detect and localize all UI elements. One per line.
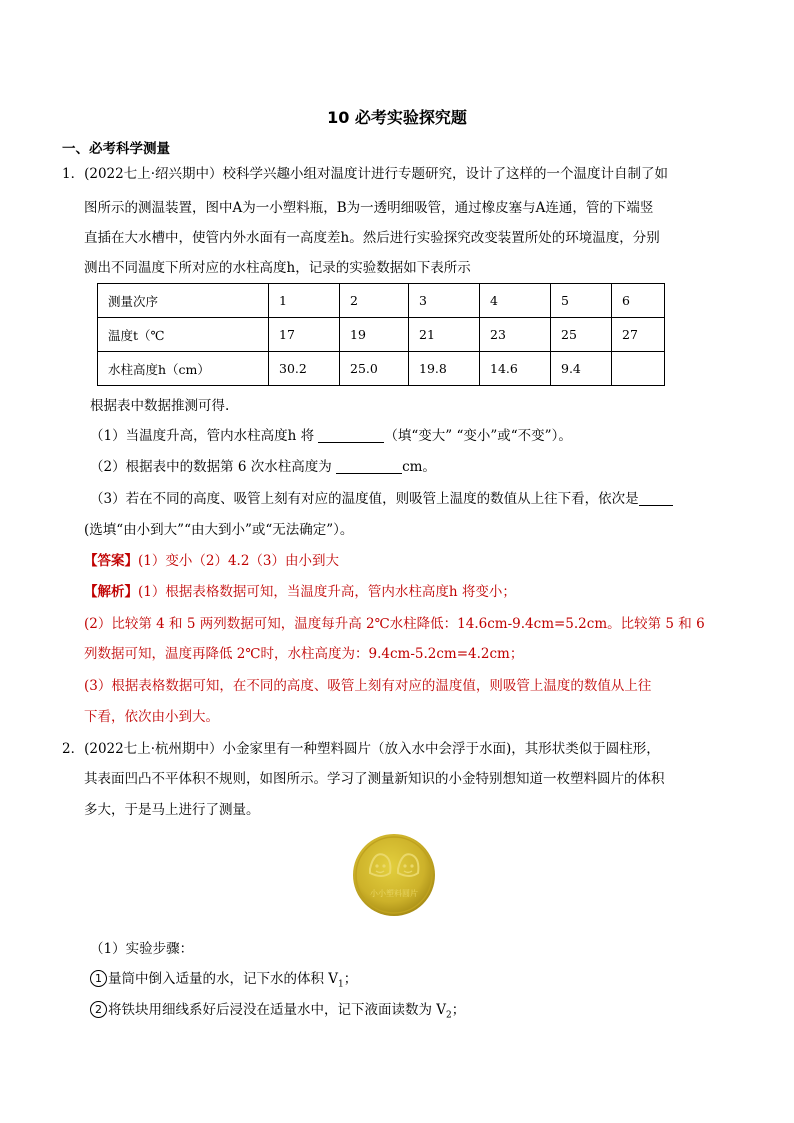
table-cell: 25.0	[340, 352, 409, 386]
table-cell: 17	[269, 318, 340, 352]
step-2-subscript: 2	[446, 1010, 452, 1021]
analysis-line-4: (3）根据表格数据可知，在不同的高度、吸管上刻有对应的温度值，则吸管上温度的数值从上往	[84, 678, 652, 694]
section-heading: 一、必考科学测量	[62, 141, 170, 157]
q1-sub-1-text-a: （1）当温度升高，管内水柱高度h 将	[90, 428, 319, 444]
q1-line-3: 直插在大水槽中，使管内外水面有一高度差h。然后进行实验探究改变装置所处的环境温度，分别	[84, 230, 660, 246]
table-cell: 14.6	[480, 352, 551, 386]
answer-tag: 【答案】	[84, 553, 138, 569]
q1-sub-1	[90, 424, 572, 444]
q1-sub-2-text-b: cm。	[402, 459, 436, 475]
q1-sub-2-text-a: （2）根据表中的数据第 6 次水柱高度为	[90, 459, 337, 475]
table-cell: 21	[409, 318, 480, 352]
table-cell: 3	[409, 284, 480, 318]
steps-heading: （1）实验步骤：	[90, 941, 194, 957]
table-cell: 6	[612, 284, 665, 318]
table-row	[98, 318, 665, 352]
q1-line-2: 图所示的测温装置，图中A为一小塑料瓶，B为一透明细吸管，通过橡皮塞与A连通，管的下端竖	[84, 200, 654, 216]
table-cell: 水柱高度h（cm）	[98, 352, 269, 386]
answer-blank-3[interactable]	[639, 491, 673, 506]
table-note: 根据表中数据推测可得.	[90, 398, 230, 414]
answer-blank-1[interactable]	[318, 428, 384, 443]
q1-sub-3	[90, 487, 673, 507]
plastic-disc-image	[352, 833, 436, 917]
table-cell: 5	[551, 284, 612, 318]
q2-line-2: 其表面凹凸不平体积不规则，如图所示。学习了测量新知识的小金特别想知道一枚塑料圆片的体积	[84, 771, 665, 787]
table-cell: 9.4	[551, 352, 612, 386]
table-cell: 19.8	[409, 352, 480, 386]
answer-text: (1）变小（2）4.2（3）由小到大	[138, 553, 340, 569]
table-cell: 4	[480, 284, 551, 318]
page-title: 10 必考实验探究题	[327, 108, 467, 127]
q1-sub-2	[90, 455, 436, 475]
step-2-text: 将铁块用细线系好后浸没在适量水中，记下液面读数为 V	[108, 1002, 447, 1018]
table-cell: 27	[612, 318, 665, 352]
q1-sub-1-text-b: （填“变大” “变小”或“不变”）。	[384, 428, 572, 444]
step-1-number-icon: 1	[90, 970, 107, 987]
table-cell: 30.2	[269, 352, 340, 386]
analysis-line-3: 列数据可知，温度再降低 2℃时，水柱高度为：9.4cm-5.2cm=4.2cm；	[84, 646, 524, 662]
analysis-tag: 【解析】	[84, 584, 138, 600]
table-row	[98, 352, 665, 386]
step-1-end: ；	[343, 971, 358, 987]
disc-engraved-text: 小小塑料圆片	[370, 889, 418, 898]
table-cell: 25	[551, 318, 612, 352]
analysis-line-2: (2）比较第 4 和 5 两列数据可知，温度每升高 2℃水柱降低：14.6cm-9.4cm=5.2cm。比较第 5 和 6	[84, 616, 705, 632]
table-cell: 温度t（℃	[98, 318, 269, 352]
table-cell: 1	[269, 284, 340, 318]
table-cell: 2	[340, 284, 409, 318]
table-row	[98, 284, 665, 318]
q1-sub-3-options: (选填“由小到大”“由大到小”或“无法确定”）。	[84, 522, 354, 538]
step-2-number-icon: 2	[90, 1001, 107, 1018]
analysis-line-1	[84, 580, 516, 600]
step-1	[90, 967, 357, 990]
answer-blank-2[interactable]	[336, 459, 402, 474]
data-table	[97, 283, 665, 386]
step-2	[90, 998, 465, 1021]
table-cell: 19	[340, 318, 409, 352]
q1-sub-3-text-a: （3）若在不同的高度、吸管上刻有对应的温度值，则吸管上温度的数值从上往下看，依次是	[90, 491, 639, 507]
step-1-text: 量筒中倒入适量的水，记下水的体积 V	[108, 971, 339, 987]
q1-line-4: 测出不同温度下所对应的水柱高度h，记录的实验数据如下表所示	[84, 260, 471, 276]
table-cell	[612, 352, 665, 386]
q1-line-1: 1．(2022七上·绍兴期中）校科学兴趣小组对温度计进行专题研究，设计了这样的一个温度计自制了如	[62, 166, 669, 182]
step-2-end: ；	[451, 1002, 466, 1018]
q2-line-3: 多大，于是马上进行了测量。	[84, 802, 260, 818]
analysis-line-5: 下看，依次由小到大。	[84, 709, 219, 725]
step-1-subscript: 1	[338, 979, 344, 990]
table-cell: 23	[480, 318, 551, 352]
analysis-text: (1）根据表格数据可知，当温度升高，管内水柱高度h 将变小；	[138, 584, 516, 600]
answer-line	[84, 549, 339, 569]
q2-line-1: 2．(2022七上·杭州期中）小金家里有一种塑料圆片（放入水中会浮于水面)，其形状类似于圆柱形，	[62, 741, 660, 757]
table-cell: 测量次序	[98, 284, 269, 318]
